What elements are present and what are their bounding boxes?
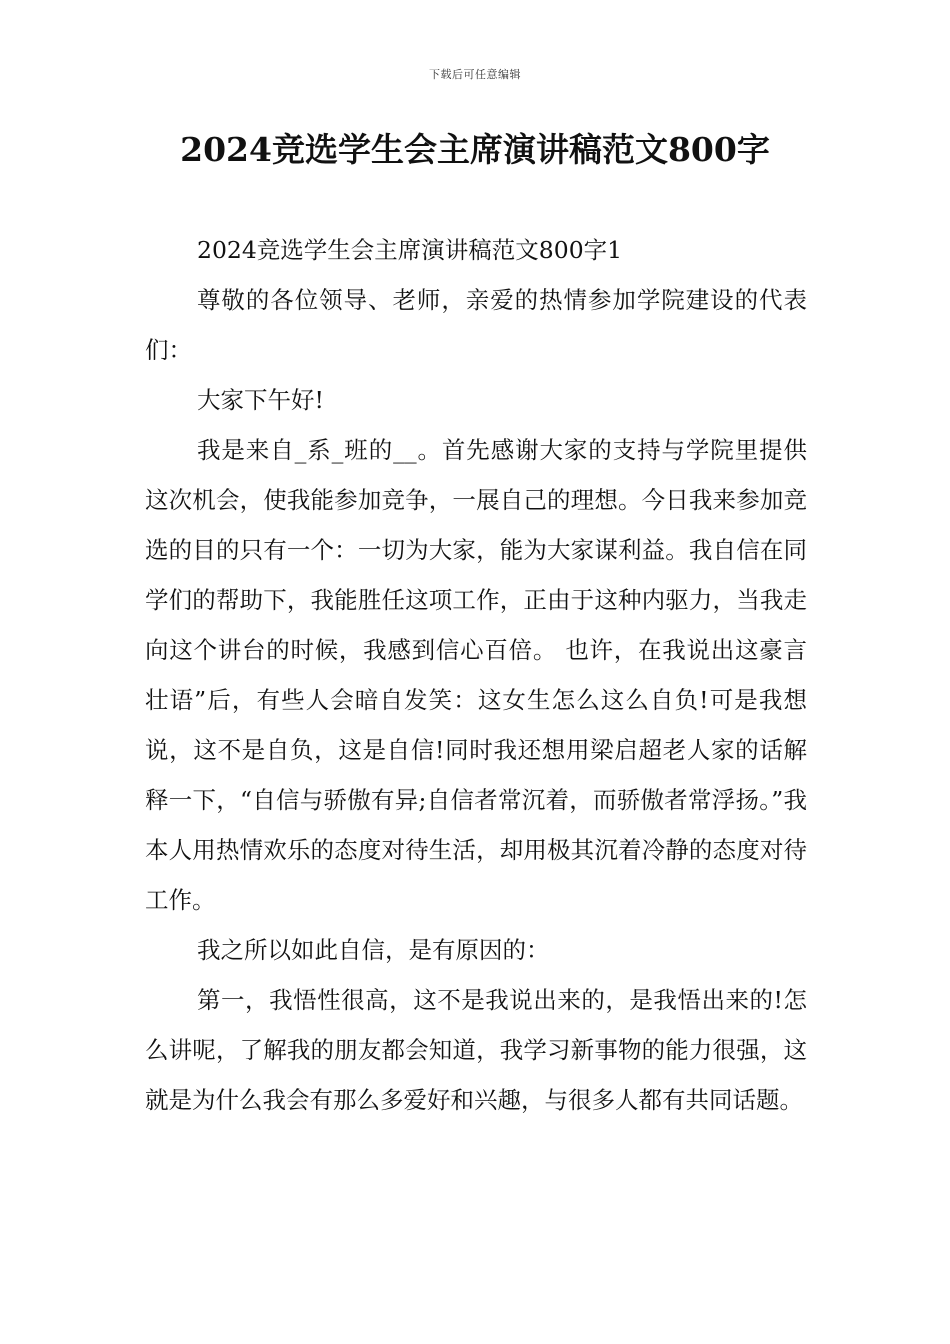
paragraph-greeting: 大家下午好! <box>197 386 324 414</box>
paragraph-salutation: 尊敬的各位领导、老师，亲爱的热情参加学院建设的代表们： <box>145 286 807 364</box>
paragraph-introduction: 我是来自_系_班的__。首先感谢大家的支持与学院里提供这次机会，使我能参加竞争，一展自己的理想。今日我来参加竞选的目的只有一个：一切为大家，能为大家谋利益。我自信在同学们的帮助下，我能胜任这项工作，正由于这种内驱力，当我走向这个讲台的时候，我感到信心百倍。 也许，在我说出这豪言壮语”后，有些人会暗自发笑：这女生怎么这么自负!可是我想说，这不是自负，这是自信!同时我还想用梁启超老人家的话解释一下，“自信与骄傲有异;自信者常沉着，而骄傲者常浮扬。”我本人用热情欢乐的态度对待生活，却用极其沉着冷静的态度对待工作。 <box>145 436 807 914</box>
paragraph-reason-first: 第一，我悟性很高，这不是我说出来的，是我悟出来的!怎么讲呢，了解我的朋友都会知道，我学习新事物的能力很强，这就是为什么我会有那么多爱好和兴趣，与很多人都有共同话题。 <box>145 986 807 1114</box>
document-title: 2024竞选学生会主席演讲稿范文800字 <box>180 130 770 169</box>
paragraph-reason-lead: 我之所以如此自信，是有原因的： <box>197 936 550 964</box>
paragraph-subtitle: 2024竞选学生会主席演讲稿范文800字1 <box>197 236 623 264</box>
header-note: 下载后可任意编辑 <box>429 68 521 81</box>
document-body <box>145 225 807 1125</box>
